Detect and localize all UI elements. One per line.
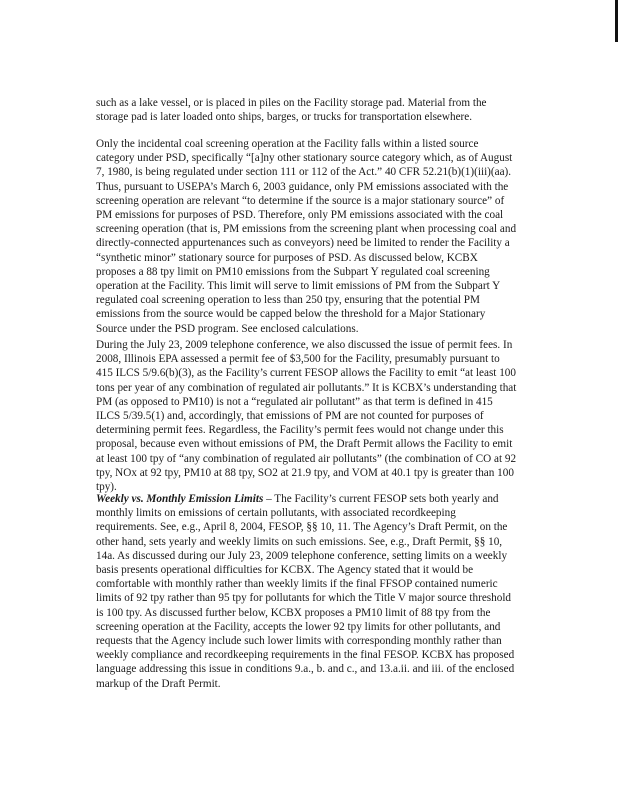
paragraph-heading: Weekly vs. Monthly Emission Limits [96, 493, 264, 505]
paragraph-coal-screening: Only the incidental coal screening operation at the Facility falls within a listed source category under PSD, specifically “[a]ny other stationary source category which, as of August 7, 1980, is being regulated under section 111 or 112 of the Act.” 40 CFR 52.21(b)(1)(iii)(aa). Thus, pursuant to USEPA’s March 6, 2003 guidance, only PM emissions associated with the screening operation are relevant “to determine if the source is a major stationary source” of PM emissions for purposes of PSD. Therefore, only PM emissions associated with the coal screening operation (that is, PM emissions from the screening plant when processing coal and directly-connected appurtenances such as conveyors) need be limited to render the Facility a “synthetic minor” stationary source for purposes of PSD. As discussed below, KCBX proposes a 88 tpy limit on PM10 emissions from the Subpart Y regulated coal screening operation at the Facility. This limit will serve to limit emissions of PM from the Subpart Y regulated coal screening operation to less than 250 tpy, ensuring that the potential PM emissions from the source would be capped below the threshold for a Major Stationary Source under the PSD program. See enclosed calculations. [96, 138, 517, 335]
paragraph-permit-fees: During the July 23, 2009 telephone conference, we also discussed the issue of permit fees. In 2008, Illinois EPA assessed a permit fee of $3,500 for the Facility, presumably pursuant to 415 ILCS 5/9.6(b)(3), as the Facility’s current FESOP allows the Facility to emit “at least 100 tons per year of any combination of regulated air pollutants.” It is KCBX’s understanding that PM (as opposed to PM10) is not a “regulated air pollutant” as that term is defined in 415 ILCS 5/39.5(1) and, accordingly, that emissions of PM are not counted for purposes of determining permit fees. Regardless, the Facility’s permit fees would not change under this proposal, because even without emissions of PM, the Draft Permit allows the Facility to emit at least 100 tpy of “any combination of regulated air pollutants” (the combination of CO at 92 tpy, NOx at 92 tpy, PM10 at 88 tpy, SO2 at 21.9 tpy, and VOM at 40.1 tpy is greater than 100 tpy). [96, 339, 517, 494]
paragraph-emission-limits [96, 492, 519, 691]
paragraph-storage-pad: such as a lake vessel, or is placed in piles on the Facility storage pad. Material from the storage pad is later loaded onto ships, barges, or trucks for transportation elsewhere. [96, 97, 487, 124]
scan-edge-mark [615, 0, 618, 42]
paragraph-body: – The Facility’s current FESOP sets both yearly and monthly limits on emissions of certain pollutants, with associated recordkeeping requirements. See, e.g., April 8, 2004, FESOP, §§ 10, 11. The Agency’s Draft Permit, on the other hand, sets yearly and weekly limits on such emissions. See, e.g., Draft Permit, §§ 10, 14a. As discussed during our July 23, 2009 telephone conference, setting limits on a weekly basis presents operational difficulties for KCBX. The Agency stated that it would be comfortable with monthly rather than weekly limits if the final FFSOP contained numeric limits of 92 tpy rather than 95 tpy for pollutants for which the Title V major source threshold is 100 tpy. As discussed further below, KCBX proposes a PM10 limit of 88 tpy from the screening operation at the Facility, accepts the lower 92 tpy limits for other pollutants, and requests that the Agency include such lower limits with corresponding monthly rather than weekly compliance and recordkeeping requirements in the final FESOP. KCBX has proposed language addressing this issue in conditions 9.a., b. and c., and 13.a.ii. and iii. of the enclosed markup of the Draft Permit. [96, 493, 515, 690]
